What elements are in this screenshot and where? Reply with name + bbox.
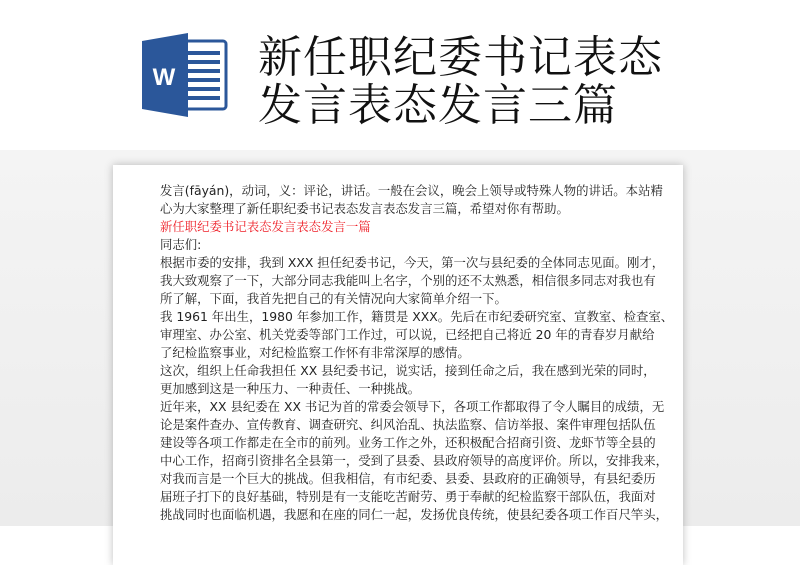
paragraph-line: 建设等各项工作都走在全市的前列。业务工作之外，还积极配合招商引资、龙虾节等全县的	[160, 435, 656, 450]
section-heading: 新任职纪委书记表态发言表态发言一篇	[160, 219, 371, 234]
page-title	[258, 34, 663, 130]
paragraph-line: 我 1961 年出生，1980 年参加工作，籍贯是 XXX。先后在市纪委研究室、宣教室、检查室、	[160, 309, 674, 324]
header	[0, 0, 800, 160]
paragraph-line: 心为大家整理了新任职纪委书记表态发言表态发言三篇，希望对你有帮助。	[160, 201, 569, 216]
paragraph-line: 发言(fāyán)，动词，义：评论，讲话。一般在会议，晚会上领导或特殊人物的讲话。本站精	[160, 183, 663, 198]
paragraph-line: 根据市委的安排，我到 XXX 担任纪委书记，今天，第一次与县纪委的全体同志见面。刚才，	[160, 255, 665, 270]
svg-text:W: W	[152, 64, 176, 91]
document-body	[160, 182, 674, 524]
paragraph-line: 届班子打下的良好基础，特别是有一支能吃苦耐劳、勇于奉献的纪检监察干部队伍，我面对	[160, 489, 656, 504]
title-line-1: 新任职纪委书记表态	[258, 32, 663, 83]
title-line-2: 发言表态发言三篇	[258, 80, 618, 131]
paragraph-line: 了纪检监察事业，对纪检监察工作怀有非常深厚的感情。	[160, 345, 470, 360]
paragraph-line: 挑战同时也面临机遇，我愿和在座的同仁一起，发扬优良传统，使县纪委各项工作百尺竿头，	[160, 507, 669, 522]
paragraph-line: 近年来，XX 县纪委在 XX 书记为首的常委会领导下，各项工作都取得了令人瞩目的成绩，无	[160, 399, 665, 414]
paragraph-line: 论是案件查办、宣传教育、调查研究、纠风治乱、执法监察、信访举报、案件审理包括队伍	[160, 417, 656, 432]
paragraph-line: 我大致观察了一下，大部分同志我能叫上名字，个别的还不太熟悉，相信很多同志对我也有	[160, 273, 656, 288]
paragraph-line: 这次，组织上任命我担任 XX 县纪委书记，说实话，接到任命之后，我在感到光荣的同时，	[160, 363, 656, 378]
paragraph-line: 对我而言是一个巨大的挑战。但我相信，有市纪委、县委、县政府的正确领导，有县纪委历	[160, 471, 656, 486]
paragraph-line: 同志们:	[160, 237, 202, 252]
paragraph-line: 中心工作，招商引资排名全县第一，受到了县委、县政府领导的高度评价。所以，安排我来，	[160, 453, 669, 468]
word-document-icon	[142, 33, 228, 117]
paragraph-line: 审理室、办公室、机关党委等部门工作过，可以说，已经把自己将近 20 年的青春岁月献给	[160, 327, 655, 342]
paragraph-line: 所了解，下面，我首先把自己的有关情况向大家简单介绍一下。	[160, 291, 507, 306]
paragraph-line: 更加感到这是一种压力、一种责任、一种挑战。	[160, 381, 421, 396]
